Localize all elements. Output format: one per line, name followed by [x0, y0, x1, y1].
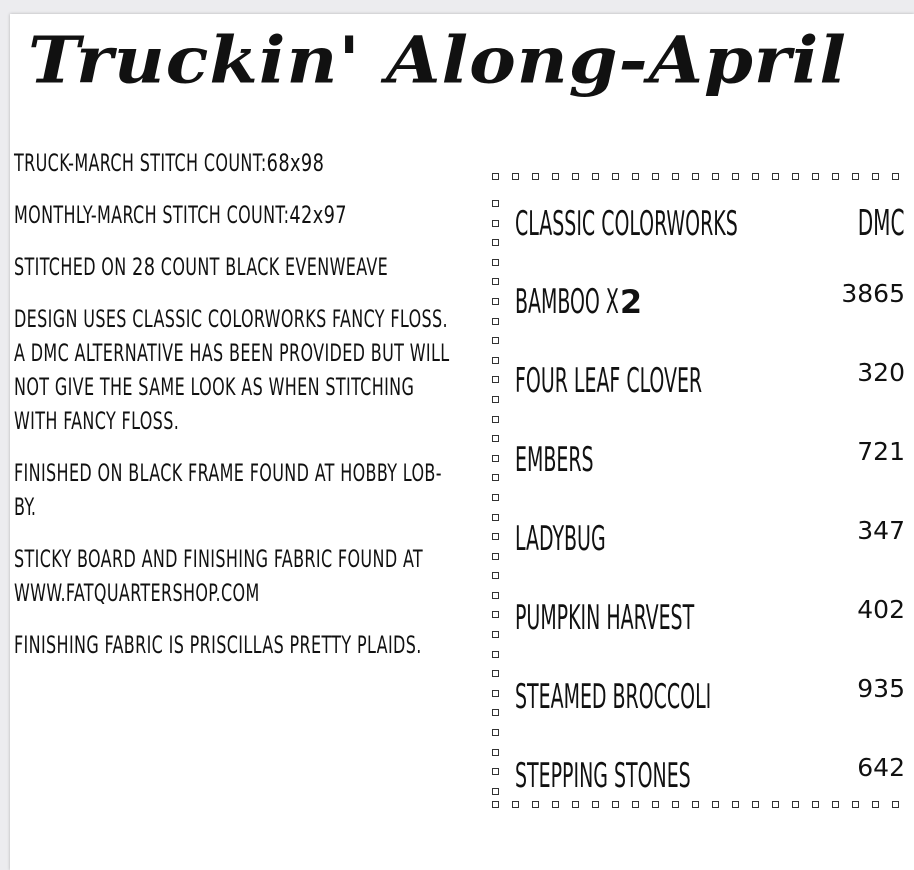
thread-row: [515, 357, 905, 405]
border-square: [512, 801, 519, 808]
border-square: [492, 494, 499, 501]
thread-name: STEPPING STONES: [515, 756, 691, 796]
border-square: [892, 173, 899, 180]
thread-name: STEAMED BROCCOLI: [515, 677, 712, 717]
border-square: [492, 611, 499, 618]
border-square: [492, 572, 499, 579]
border-square: [612, 173, 619, 180]
shop-url: WWW.FATQUARTERSHOP.COM: [14, 579, 260, 607]
border-square: [732, 801, 739, 808]
border-square: [492, 533, 499, 540]
border-square: [872, 173, 879, 180]
header-dmc: DMC: [858, 203, 905, 244]
thread-row: [515, 673, 905, 721]
truck-count-value: 68x98: [266, 149, 325, 177]
border-square: [872, 801, 879, 808]
border-square: [652, 173, 659, 180]
border-square: [492, 220, 499, 227]
frame-note: FINISHED ON BLACK FRAME FOUND AT HOBBY LOB- BY.: [14, 459, 442, 521]
thread-name: PUMPKIN HARVEST: [515, 598, 695, 638]
thread-row: [515, 752, 905, 800]
border-square: [692, 801, 699, 808]
border-square: [492, 749, 499, 756]
thread-quantity: 2: [619, 283, 643, 321]
border-square: [492, 474, 499, 481]
border-square: [892, 801, 899, 808]
dmc-number: 642: [857, 753, 905, 782]
thread-row: [515, 278, 905, 326]
thread-name: FOUR LEAF CLOVER: [515, 361, 703, 401]
border-square: [552, 173, 559, 180]
border-square: [492, 768, 499, 775]
border-square: [632, 801, 639, 808]
border-square: [632, 173, 639, 180]
border-square: [812, 173, 819, 180]
border-square: [492, 376, 499, 383]
border-square: [832, 801, 839, 808]
border-square: [492, 173, 499, 180]
border-square: [812, 801, 819, 808]
border-square: [532, 801, 539, 808]
border-square: [492, 435, 499, 442]
dotted-border-top: [492, 173, 912, 183]
board-note: STICKY BOARD AND FINISHING FABRIC FOUND AT WWW.FATQUARTERSHOP.COM: [14, 545, 423, 607]
border-square: [852, 173, 859, 180]
border-square: [772, 801, 779, 808]
border-square: [492, 259, 499, 266]
border-square: [492, 631, 499, 638]
border-square: [572, 801, 579, 808]
fabric-note: STITCHED ON 28 COUNT BLACK EVENWEAVE: [14, 253, 389, 281]
border-square: [672, 801, 679, 808]
dmc-number: 402: [857, 595, 905, 624]
border-square: [492, 729, 499, 736]
thread-key-header: [515, 200, 905, 248]
border-square: [792, 173, 799, 180]
border-square: [752, 801, 759, 808]
border-square: [732, 173, 739, 180]
border-square: [692, 173, 699, 180]
border-square: [592, 173, 599, 180]
border-square: [492, 690, 499, 697]
border-square: [512, 173, 519, 180]
border-square: [492, 200, 499, 207]
border-square: [492, 592, 499, 599]
border-square: [492, 239, 499, 246]
thread-name: LADYBUG: [515, 519, 606, 559]
dmc-number: 347: [857, 516, 905, 545]
border-square: [492, 455, 499, 462]
border-square: [772, 173, 779, 180]
border-square: [492, 670, 499, 677]
page-title: Truckin' Along-April: [28, 22, 847, 99]
thread-name: BAMBOO X: [515, 282, 619, 322]
border-square: [532, 173, 539, 180]
thread-name: EMBERS: [515, 440, 594, 480]
border-square: [492, 278, 499, 285]
border-square: [492, 514, 499, 521]
header-classic-colorworks: CLASSIC COLORWORKS: [515, 204, 738, 244]
thread-row: [515, 515, 905, 563]
dotted-border-left: [492, 200, 502, 800]
border-square: [492, 298, 499, 305]
monthly-count-value: 42x97: [289, 201, 347, 229]
dmc-number: 935: [857, 674, 905, 703]
border-square: [492, 357, 499, 364]
border-square: [752, 173, 759, 180]
border-square: [492, 709, 499, 716]
border-square: [852, 801, 859, 808]
border-square: [492, 651, 499, 658]
monthly-stitch-count: MONTHLY-MARCH STITCH COUNT:42x97: [14, 201, 347, 229]
truck-stitch-count: TRUCK-MARCH STITCH COUNT:68x98: [14, 149, 325, 177]
border-square: [492, 318, 499, 325]
border-square: [712, 173, 719, 180]
dotted-border-bottom: [492, 801, 912, 811]
border-square: [492, 416, 499, 423]
border-square: [652, 801, 659, 808]
thread-row: [515, 436, 905, 484]
dmc-number: 3865: [841, 279, 905, 308]
plaids-note: FINISHING FABRIC IS PRISCILLAS PRETTY PLAIDS.: [14, 631, 422, 659]
border-square: [492, 788, 499, 795]
border-square: [832, 173, 839, 180]
border-square: [712, 801, 719, 808]
border-square: [792, 801, 799, 808]
thread-row: [515, 594, 905, 642]
border-square: [572, 173, 579, 180]
border-square: [592, 801, 599, 808]
dmc-number: 320: [857, 358, 905, 387]
border-square: [492, 396, 499, 403]
border-square: [492, 553, 499, 560]
floss-note: DESIGN USES CLASSIC COLORWORKS FANCY FLOSS. A DMC ALTERNATIVE HAS BEEN PROVIDED BUT WILL NOT GIVE THE SAME LOOK AS WHEN STITCHING WITH FANCY FLOSS.: [14, 305, 450, 435]
dmc-number: 721: [857, 437, 905, 466]
border-square: [492, 337, 499, 344]
border-square: [492, 801, 499, 808]
pattern-notes: [14, 146, 495, 680]
border-square: [552, 801, 559, 808]
border-square: [612, 801, 619, 808]
border-square: [672, 173, 679, 180]
